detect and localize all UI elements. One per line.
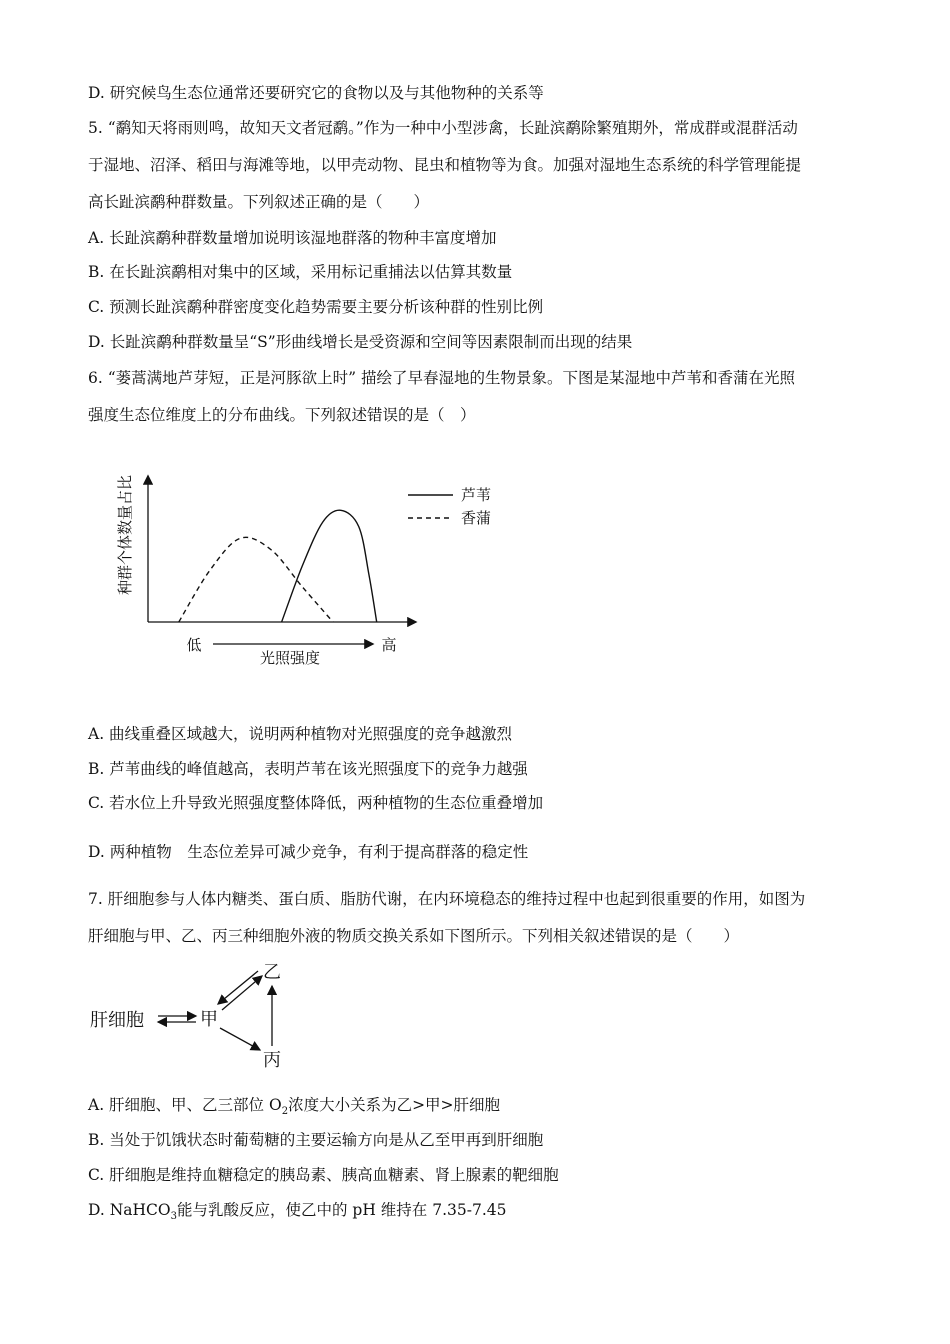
q7-option-d-text-2: 能与乳酸反应，使乙中的 pH 维持在 7.35-7.45 bbox=[177, 1201, 507, 1219]
y-axis-label: 种群个体数量占比 bbox=[116, 474, 134, 596]
q5-stem-line-3: 高长趾滨鹬种群数量。下列叙述正确的是（ ） bbox=[88, 193, 430, 211]
q5-stem-line-1: 5. “鹬知天将雨则鸣，故知天文者冠鹬。”作为一种中小型涉禽，长趾滨鹬除繁殖期外，常成群或混群活动 bbox=[88, 119, 798, 137]
bing-label: 丙 bbox=[263, 1050, 281, 1071]
q5-option-a: A. 长趾滨鹬种群数量增加说明该湿地群落的物种丰富度增加 bbox=[88, 229, 497, 247]
q6-stem-line-2: 强度生态位维度上的分布曲线。下列叙述错误的是（ ） bbox=[88, 406, 476, 424]
q5-option-d: D. 长趾滨鹬种群数量呈“S”形曲线增长是受资源和空间等因素限制而出现的结果 bbox=[88, 333, 633, 351]
q7-option-a-text-1: A. 肝细胞、甲、乙三部位 O bbox=[88, 1096, 282, 1114]
series-cattail-curve bbox=[179, 537, 333, 622]
q7-option-a-text-2: 浓度大小关系为乙>甲>肝细胞 bbox=[288, 1096, 501, 1114]
legend-cattail-label: 香蒲 bbox=[461, 509, 492, 527]
q7-option-b: B. 当处于饥饿状态时葡萄糖的主要运输方向是从乙至甲再到肝细胞 bbox=[88, 1131, 544, 1149]
q7-stem-line-1: 7. 肝细胞参与人体内糖类、蛋白质、脂肪代谢，在内环境稳态的维持过程中也起到很重要的作用，如图为 bbox=[88, 890, 806, 908]
x-low-label: 低 bbox=[186, 636, 202, 654]
q7-option-a bbox=[88, 1095, 500, 1122]
q6-option-d: D. 两种植物 生态位差异可减少竞争，有利于提高群落的稳定性 bbox=[88, 843, 529, 861]
q4-option-d: D. 研究候鸟生态位通常还要研究它的食物以及与其他物种的关系等 bbox=[88, 84, 544, 102]
x-high-label: 高 bbox=[381, 636, 397, 654]
liver-cell-label: 肝细胞 bbox=[90, 1010, 144, 1031]
arrow-yi-to-jia bbox=[218, 971, 258, 1004]
q6-option-c: C. 若水位上升导致光照强度整体降低，两种植物的生态位重叠增加 bbox=[88, 794, 544, 812]
x-axis-label: 光照强度 bbox=[259, 649, 321, 667]
q5-stem-line-2: 于湿地、沼泽、稻田与海滩等地，以甲壳动物、昆虫和植物等为食。加强对湿地生态系统的科学管理能提 bbox=[88, 156, 802, 174]
yi-label: 乙 bbox=[263, 962, 281, 983]
series-reed-curve bbox=[282, 510, 377, 622]
q6-option-b: B. 芦苇曲线的峰值越高，表明芦苇在该光照强度下的竞争力越强 bbox=[88, 760, 528, 778]
q6-stem-line-1: 6. “蒌蒿满地芦芽短，正是河豚欲上时” 描绘了早春湿地的生物景象。下图是某湿地中芦苇和香蒲在光照 bbox=[88, 369, 795, 387]
arrow-jia-to-yi bbox=[222, 976, 262, 1010]
q7-option-a-sub: 2 bbox=[281, 1106, 289, 1118]
fluid-exchange-diagram bbox=[88, 958, 308, 1073]
jia-label: 甲 bbox=[200, 1009, 218, 1030]
q6-option-a: A. 曲线重叠区域越大，说明两种植物对光照强度的竞争越激烈 bbox=[88, 725, 513, 743]
q5-option-b: B. 在长趾滨鹬相对集中的区域，采用标记重捕法以估算其数量 bbox=[88, 263, 513, 281]
q7-option-d-text-1: D. NaHCO bbox=[88, 1201, 171, 1219]
q7-option-d-sub: 3 bbox=[170, 1211, 177, 1223]
q5-option-c: C. 预测长趾滨鹬种群密度变化趋势需要主要分析该种群的性别比例 bbox=[88, 298, 544, 316]
arrow-jia-to-bing bbox=[220, 1028, 260, 1050]
q7-option-c: C. 肝细胞是维持血糖稳定的胰岛素、胰高血糖素、肾上腺素的靶细胞 bbox=[88, 1166, 559, 1184]
niche-chart bbox=[100, 445, 492, 675]
q7-stem-line-2: 肝细胞与甲、乙、丙三种细胞外液的物质交换关系如下图所示。下列相关叙述错误的是（ ） bbox=[88, 927, 740, 945]
legend-reed-label: 芦苇 bbox=[461, 486, 492, 504]
q7-option-d bbox=[88, 1200, 506, 1227]
